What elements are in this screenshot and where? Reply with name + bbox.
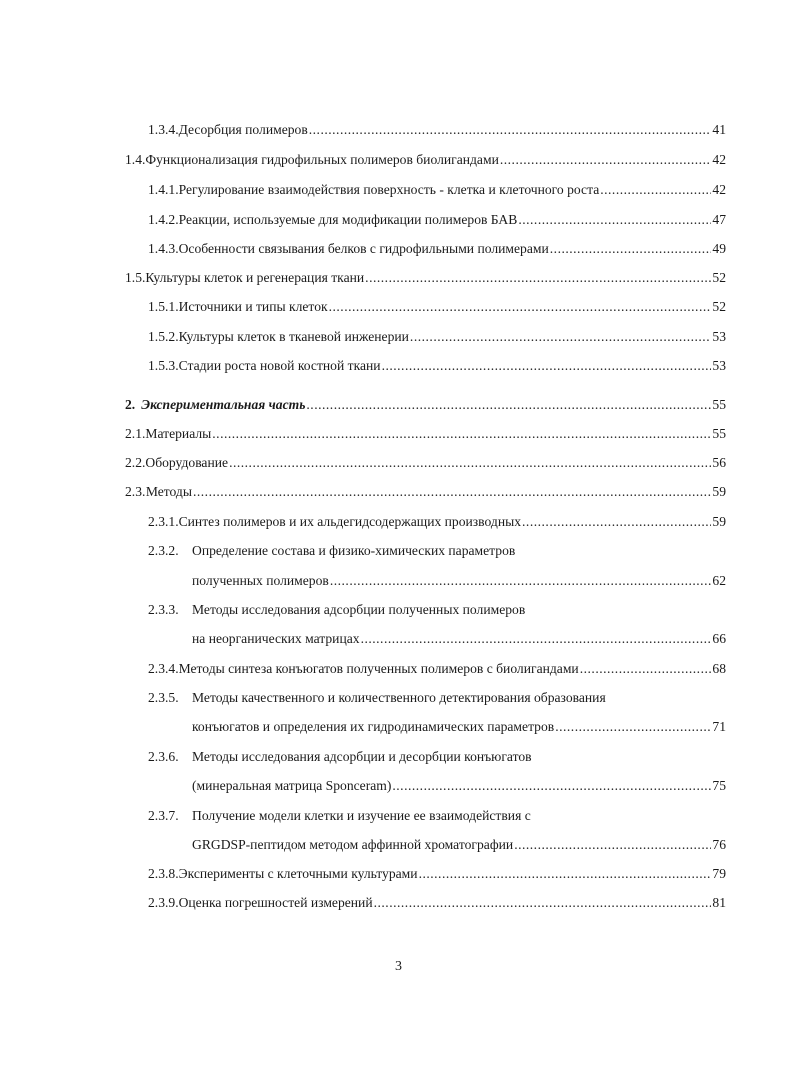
toc-title: Особенности связывания белков с гидрофильными полимерами (178, 241, 549, 256)
toc-leader-dots (600, 181, 711, 199)
toc-entry-first-line (148, 807, 726, 825)
toc-number: 2.3.2. (148, 543, 179, 558)
toc-title: Материалы (145, 426, 212, 441)
toc-title-continuation: GRGDSP-пептидом методом аффинной хроматографии (192, 837, 514, 852)
toc-title: Регулирование взаимодействия поверхность - клетка и клеточного роста (178, 182, 600, 197)
toc-leader-dots (361, 630, 712, 648)
toc-number: 2.1. (125, 426, 146, 441)
toc-entry-continuation (192, 777, 726, 795)
toc-page: 53 (712, 358, 726, 373)
toc-title-continuation: (минеральная матрица Sponceram) (192, 778, 392, 793)
toc-title: Методы (145, 484, 192, 499)
toc-number: 1.5.1. (148, 299, 179, 314)
toc-number: 1.4.1. (148, 182, 179, 197)
toc-title: Получение модели клетки и изучение ее взаимодействия с (192, 808, 531, 823)
toc-page: 41 (712, 122, 726, 137)
toc-page: 75 (712, 778, 726, 793)
toc-entry-continuation (192, 718, 726, 736)
toc-title: Экспериментальная часть (141, 397, 306, 412)
toc-title-continuation: на неорганических матрицах (192, 631, 360, 646)
toc-number: 2.3.1. (148, 514, 179, 529)
toc-title: Источники и типы клеток (178, 299, 328, 314)
toc-page: 68 (712, 661, 726, 676)
toc-number: 1.4. (125, 152, 146, 167)
toc-number: 2.3.4. (148, 661, 179, 676)
toc-page: 66 (712, 631, 726, 646)
toc-entry (148, 894, 726, 912)
toc-number: 2.3. (125, 484, 146, 499)
toc-leader-dots (555, 718, 711, 736)
toc-number: 1.5. (125, 270, 146, 285)
toc-entry-first-line (148, 748, 726, 766)
toc-entry (148, 865, 726, 883)
toc-leader-dots (392, 777, 711, 795)
toc-entry-first-line (148, 689, 726, 707)
toc-entry (125, 483, 726, 501)
toc-title: Методы исследования адсорбции полученных полимеров (192, 602, 526, 617)
toc-number: 2.3.9. (148, 895, 179, 910)
toc-leader-dots (374, 894, 712, 912)
toc-number: 1.4.2. (148, 212, 179, 227)
toc-number: 2. (125, 397, 136, 412)
toc-leader-dots (309, 121, 712, 139)
toc-title: Оборудование (145, 455, 229, 470)
toc-number: 2.3.5. (148, 690, 179, 705)
toc-leader-dots (365, 269, 711, 287)
toc-leader-dots (550, 240, 712, 258)
toc-title: Методы качественного и количественного детектирования образования (192, 690, 606, 705)
toc-entry (148, 328, 726, 346)
toc-title: Оценка погрешностей измерений (178, 895, 373, 910)
toc-entry-continuation (192, 572, 726, 590)
toc-entry (125, 454, 726, 472)
toc-number: 2.3.3. (148, 602, 179, 617)
toc-title: Определение состава и физико-химических параметров (192, 543, 516, 558)
toc-page: 71 (712, 719, 726, 734)
toc-entry-first-line (148, 601, 726, 619)
toc-title: Реакции, используемые для модификации полимеров БАВ (178, 212, 518, 227)
toc-number: 1.4.3. (148, 241, 179, 256)
toc-title: Десорбция полимеров (178, 122, 308, 137)
toc-title: Культуры клеток и регенерация ткани (145, 270, 365, 285)
toc-page: 62 (712, 573, 726, 588)
toc-title: Методы исследования адсорбции и десорбции конъюгатов (192, 749, 532, 764)
toc-entry-continuation (192, 836, 726, 854)
toc-number: 2.2. (125, 455, 146, 470)
toc-page: 79 (712, 866, 726, 881)
toc-leader-dots (580, 660, 712, 678)
toc-page: 76 (712, 837, 726, 852)
toc-leader-dots (229, 454, 711, 472)
toc-title: Функционализация гидрофильных полимеров биолигандами (145, 152, 499, 167)
toc-entry (125, 269, 726, 287)
toc-entry (148, 357, 726, 375)
toc-title: Синтез полимеров и их альдегидсодержащих производных (178, 514, 522, 529)
toc-page: 56 (712, 455, 726, 470)
toc-leader-dots (410, 328, 711, 346)
toc-page: 55 (712, 426, 726, 441)
toc-leader-dots (382, 357, 712, 375)
toc-page: 59 (712, 514, 726, 529)
toc-leader-dots (306, 396, 711, 414)
toc-page: 81 (712, 895, 726, 910)
toc-leader-dots (329, 298, 712, 316)
toc-number: 2.3.7. (148, 808, 179, 823)
toc-number: 1.5.2. (148, 329, 179, 344)
toc-entry (125, 396, 726, 414)
toc-leader-dots (330, 572, 712, 590)
toc-entry (148, 240, 726, 258)
toc-leader-dots (419, 865, 712, 883)
toc-entry (125, 425, 726, 443)
toc-entry-first-line (148, 542, 726, 560)
toc-entry (148, 660, 726, 678)
toc-page: 47 (712, 212, 726, 227)
toc-number: 2.3.8. (148, 866, 179, 881)
page-number: 3 (395, 959, 402, 974)
toc-title-continuation: полученных полимеров (192, 573, 329, 588)
toc-entry (148, 298, 726, 316)
toc-entry (148, 211, 726, 229)
toc-number: 1.3.4. (148, 122, 179, 137)
toc-number: 1.5.3. (148, 358, 179, 373)
toc-entry (125, 151, 726, 169)
toc-entry (148, 121, 726, 139)
toc-leader-dots (514, 836, 711, 854)
toc-title: Методы синтеза конъюгатов полученных полимеров с биолигандами (178, 661, 579, 676)
toc-number: 2.3.6. (148, 749, 179, 764)
toc-page: 49 (712, 241, 726, 256)
toc-title: Стадии роста новой костной ткани (178, 358, 381, 373)
toc-leader-dots (518, 211, 711, 229)
toc-entry-continuation (192, 630, 726, 648)
toc-page: 52 (712, 270, 726, 285)
toc-leader-dots (522, 513, 711, 531)
toc-page: 42 (712, 152, 726, 167)
toc-page: 59 (712, 484, 726, 499)
toc-entry (148, 181, 726, 199)
toc-page: 55 (712, 397, 726, 412)
toc-page: 52 (712, 299, 726, 314)
toc-page: 42 (712, 182, 726, 197)
toc-title: Эксперименты с клеточными культурами (178, 866, 418, 881)
toc-title-continuation: конъюгатов и определения их гидродинамических параметров (192, 719, 555, 734)
toc-leader-dots (212, 425, 711, 443)
toc-entry (148, 513, 726, 531)
toc-leader-dots (193, 483, 711, 501)
toc-title: Культуры клеток в тканевой инженерии (178, 329, 409, 344)
toc-page: 53 (712, 329, 726, 344)
toc-leader-dots (500, 151, 712, 169)
